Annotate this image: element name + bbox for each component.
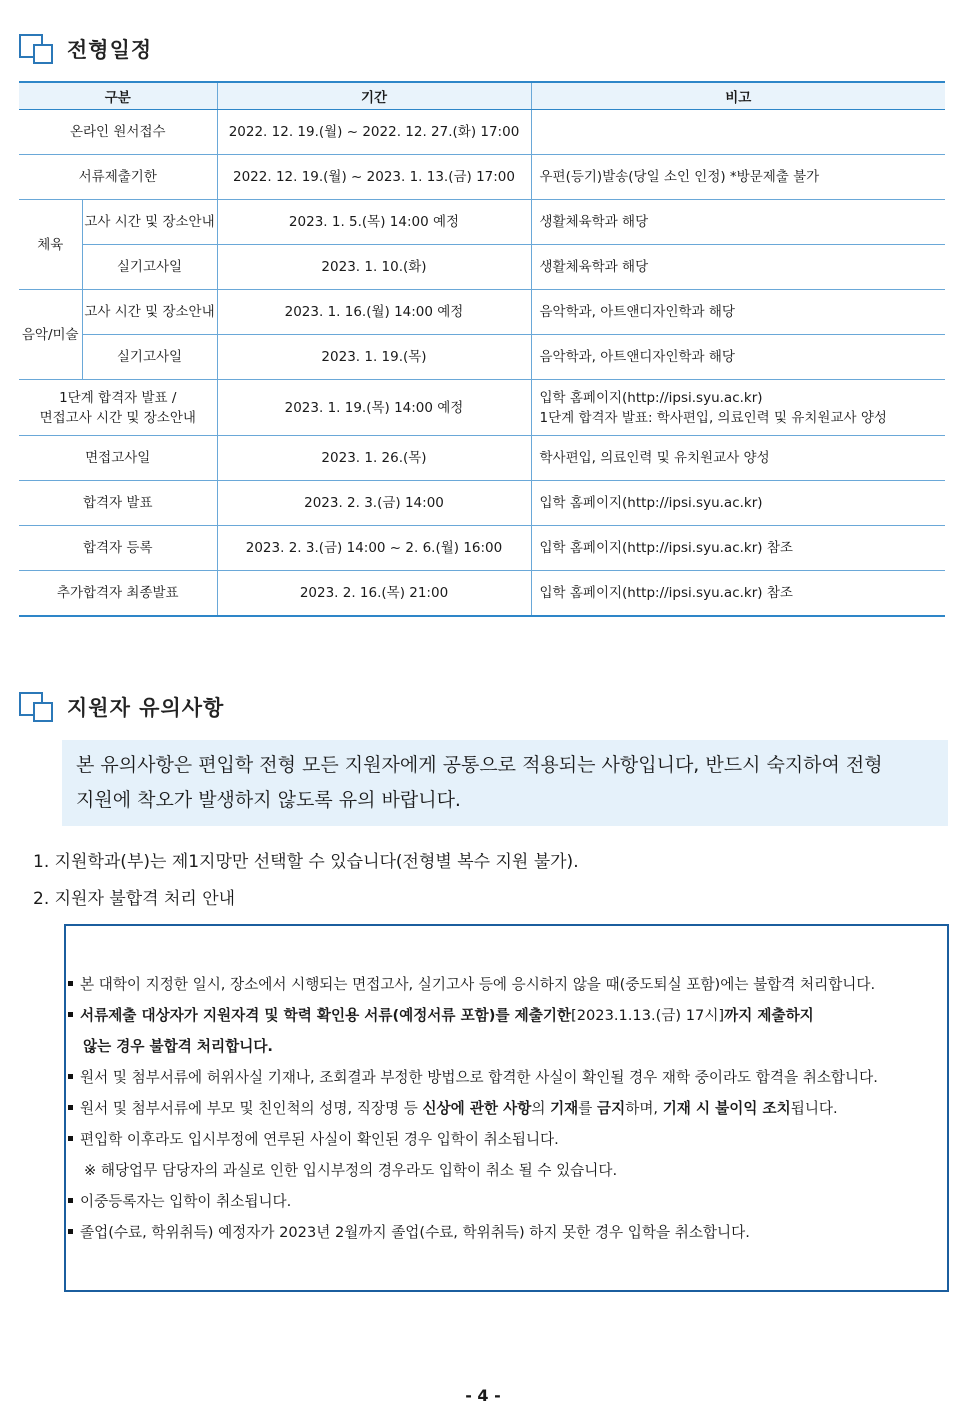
- notice-bold-text: 서류제출 대상자가 지원자격 및 학력 확인용 서류(예정서류 포함)를 제출기한: [80, 1007, 572, 1024]
- table-header-row: [19, 82, 945, 110]
- row-note-line: 1단계 합격자 발표: 학사편입, 의료인력 및 유치원교사 양성: [539, 409, 887, 426]
- notice-bold-text: 신상에 관한 사항: [422, 1100, 532, 1117]
- row-category: 추가합격자 최종발표: [19, 571, 217, 617]
- row-category: 온라인 원서접수: [19, 110, 217, 155]
- row-subcategory: 실기고사일: [82, 335, 217, 380]
- row-group: 음악/미술: [19, 290, 82, 380]
- notice-text: 를: [578, 1100, 598, 1117]
- notice-subnote: [84, 1159, 617, 1180]
- bullet-icon: [68, 1198, 73, 1203]
- row-note: 우편(등기)발송(당일 소인 인정) *방문제출 불가: [531, 155, 945, 200]
- notice-text: ※ 해당업무 담당자의 과실로 인한 입시부정의 경우라도 입학이 취소 될 수 있습니다.: [84, 1162, 618, 1179]
- notice-text: 됩니다.: [790, 1100, 838, 1117]
- list-item: 1. 지원학과(부)는 제1지망만 선택할 수 있습니다(전형별 복수 지원 불가).: [33, 852, 579, 872]
- schedule-table: [19, 81, 945, 617]
- row-period: 2023. 2. 16.(목) 21:00: [217, 571, 531, 617]
- row-note: 입학 홈페이지(http://ipsi.syu.ac.kr) 참조: [531, 526, 945, 571]
- notice-line: [68, 1221, 750, 1242]
- bullet-icon: [68, 1229, 73, 1234]
- bullet-icon: [68, 1012, 73, 1017]
- row-period: 2023. 1. 5.(목) 14:00 예정: [217, 200, 531, 245]
- bullet-icon: [68, 1105, 73, 1110]
- notice-bold-text: 기재: [550, 1100, 579, 1117]
- table-row: [19, 200, 945, 245]
- notice-bold-text: 까지 제출하지: [724, 1007, 814, 1024]
- notice-text: [2023.1.13.(금) 17시]: [571, 1007, 725, 1024]
- row-category: 면접고사일: [19, 436, 217, 481]
- row-note: [531, 110, 945, 155]
- row-subcategory: 고사 시간 및 장소안내: [82, 290, 217, 335]
- table-row: [19, 245, 945, 290]
- header-category: 구분: [19, 82, 217, 110]
- list-item: 2. 지원자 불합격 처리 안내: [33, 889, 236, 909]
- row-category: 합격자 등록: [19, 526, 217, 571]
- notice-line: [68, 1097, 838, 1118]
- section-box-icon: [19, 692, 53, 722]
- row-group: 체육: [19, 200, 82, 290]
- row-period: 2023. 2. 3.(금) 14:00 ~ 2. 6.(월) 16:00: [217, 526, 531, 571]
- row-category: [19, 380, 217, 436]
- notice-text: 편입학 이후라도 입시부정에 연루된 사실이 확인된 경우 입학이 취소됩니다.: [80, 1131, 559, 1148]
- table-row: [19, 526, 945, 571]
- notice-line: [68, 1066, 878, 1087]
- row-period: 2023. 1. 10.(화): [217, 245, 531, 290]
- notice-line: [68, 1128, 559, 1149]
- row-note: 입학 홈페이지(http://ipsi.syu.ac.kr): [531, 481, 945, 526]
- bullet-icon: [68, 1136, 73, 1141]
- table-row: [19, 380, 945, 436]
- row-note: 입학 홈페이지(http://ipsi.syu.ac.kr) 참조: [531, 571, 945, 617]
- row-period: 2022. 12. 19.(월) ~ 2022. 12. 27.(화) 17:00: [217, 110, 531, 155]
- row-category: 합격자 발표: [19, 481, 217, 526]
- row-note: 음악학과, 아트앤디자인학과 해당: [531, 290, 945, 335]
- table-row: [19, 481, 945, 526]
- row-period: 2022. 12. 19.(월) ~ 2023. 1. 13.(금) 17:00: [217, 155, 531, 200]
- notice-text: 원서 및 첨부서류에 허위사실 기재나, 조회결과 부정한 방법으로 합격한 사실이 확인될 경우 재학 중이라도 합격을 취소합니다.: [80, 1069, 878, 1086]
- notice-text: 원서 및 첨부서류에 부모 및 친인척의 성명, 직장명 등: [80, 1100, 423, 1117]
- table-row: [19, 290, 945, 335]
- notice-line: [68, 1190, 291, 1211]
- notice-text: 본 대학이 지정한 일시, 장소에서 시행되는 면접고사, 실기고사 등에 응시하지 않을 때(중도퇴실 포함)에는 불합격 처리합니다.: [80, 976, 876, 993]
- section-heading-notice: [19, 689, 224, 725]
- notice-line: [68, 1004, 814, 1025]
- notice-text: 이중등록자는 입학이 취소됩니다.: [80, 1193, 292, 1210]
- section-heading-schedule: [19, 31, 152, 67]
- row-note: [531, 380, 945, 436]
- row-period: 2023. 1. 19.(목): [217, 335, 531, 380]
- header-note: 비고: [531, 82, 945, 110]
- table-row: [19, 436, 945, 481]
- notice-bold-text: 금지: [597, 1100, 626, 1117]
- section-title: 지원자 유의사항: [67, 696, 225, 720]
- intro-line: 본 유의사항은 편입학 전형 모든 지원자에게 공통으로 적용되는 사항입니다, 반드시 숙지하여 전형: [76, 754, 883, 776]
- table-row: [19, 571, 945, 617]
- notice-text: 의: [531, 1100, 551, 1117]
- table-row: [19, 155, 945, 200]
- section-title: 전형일정: [67, 38, 153, 62]
- notice-bold-text: 기재 시 불이익 조치: [662, 1100, 791, 1117]
- notice-line: [68, 973, 875, 994]
- notice-text: 않는 경우 불합격 처리합니다.: [83, 1038, 273, 1055]
- bullet-icon: [68, 1074, 73, 1079]
- row-note: 학사편입, 의료인력 및 유치원교사 양성: [531, 436, 945, 481]
- intro-line: 지원에 착오가 발생하지 않도록 유의 바랍니다.: [76, 789, 461, 811]
- table-row: [19, 110, 945, 155]
- table-row: [19, 335, 945, 380]
- section-box-icon: [19, 34, 53, 64]
- row-period: 2023. 1. 19.(목) 14:00 예정: [217, 380, 531, 436]
- row-period: 2023. 2. 3.(금) 14:00: [217, 481, 531, 526]
- row-note: 생활체육학과 해당: [531, 200, 945, 245]
- row-period: 2023. 1. 16.(월) 14:00 예정: [217, 290, 531, 335]
- row-note-line: 입학 홈페이지(http://ipsi.syu.ac.kr): [539, 389, 763, 406]
- row-subcategory: 실기고사일: [82, 245, 217, 290]
- header-period: 기간: [217, 82, 531, 110]
- row-note: 생활체육학과 해당: [531, 245, 945, 290]
- bullet-icon: [68, 981, 73, 986]
- intro-box: [62, 740, 948, 826]
- notice-text: 하며,: [625, 1100, 663, 1117]
- notice-text: 졸업(수료, 학위취득) 예정자가 2023년 2월까지 졸업(수료, 학위취득) 하지 못한 경우 입학을 취소합니다.: [80, 1224, 750, 1241]
- row-period: 2023. 1. 26.(목): [217, 436, 531, 481]
- row-category-line: 1단계 합격자 발표 /: [59, 389, 177, 406]
- row-category-line: 면접고사 시간 및 장소안내: [39, 409, 196, 426]
- row-note: 음악학과, 아트앤디자인학과 해당: [531, 335, 945, 380]
- row-category: 서류제출기한: [19, 155, 217, 200]
- row-subcategory: 고사 시간 및 장소안내: [82, 200, 217, 245]
- notice-line: [83, 1035, 273, 1056]
- page-number: - 4 -: [465, 1386, 501, 1405]
